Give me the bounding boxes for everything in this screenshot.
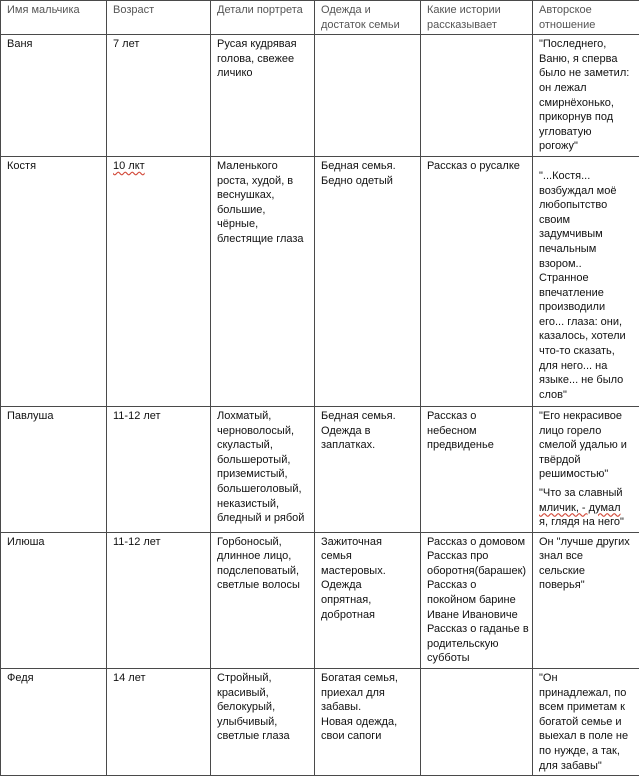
attitude-line: рогожу": [539, 139, 634, 154]
name-text: Ваня: [7, 37, 101, 52]
cell-clothing: [315, 35, 421, 157]
story-line: Рассказ о домовом: [427, 535, 527, 550]
header-text: Имя мальчика: [7, 3, 101, 18]
clothing-line: Богатая семья,: [321, 671, 415, 686]
header-attitude: [533, 1, 639, 35]
table-row: [1, 669, 639, 776]
cell-stories: [421, 669, 533, 776]
cell-stories: [421, 532, 533, 668]
attitude-line: Он "лучше других: [539, 535, 634, 550]
cell-clothing: [315, 669, 421, 776]
table-row: [1, 35, 639, 157]
portrait-line: черноволосый,: [217, 424, 309, 439]
portrait-line: Маленького: [217, 159, 309, 174]
attitude-line: "...Костя...: [539, 169, 634, 184]
attitude-line: угловатую: [539, 125, 634, 140]
story-line: оборотня(барашек): [427, 564, 527, 579]
name-text: Илюша: [7, 535, 101, 550]
header-text: Детали портрета: [217, 3, 309, 18]
attitude-line: он лежал: [539, 81, 634, 96]
cell-attitude: [533, 406, 639, 532]
cell-clothing: [315, 532, 421, 668]
age-text: 11-12 лет: [113, 535, 205, 550]
cell-stories: [421, 406, 533, 532]
portrait-line: длинное лицо,: [217, 549, 309, 564]
attitude-line: мличик, - думал: [539, 501, 634, 516]
cell-clothing: [315, 406, 421, 532]
header-row: [1, 1, 639, 35]
cell-portrait: [211, 532, 315, 668]
name-text: Павлуша: [7, 409, 101, 424]
portrait-line: красивый,: [217, 686, 309, 701]
story-line: родительскую: [427, 637, 527, 652]
header-text: Возраст: [113, 3, 205, 18]
portrait-line: улыбчивый,: [217, 715, 309, 730]
portrait-line: светлые волосы: [217, 578, 309, 593]
attitude-line: языке... не было: [539, 373, 634, 388]
attitude-line: что-то сказать,: [539, 344, 634, 359]
attitude-line: "Он: [539, 671, 634, 686]
name-text: Костя: [7, 159, 101, 174]
attitude-line: богатой семье и: [539, 715, 634, 730]
table-row: [1, 532, 639, 668]
clothing-line: Зажиточная: [321, 535, 415, 550]
attitude-line: выехал в поле не: [539, 729, 634, 744]
story-line: Рассказ о гаданье в: [427, 622, 527, 637]
age-text: 11-12 лет: [113, 409, 205, 424]
attitude-line: для него... на: [539, 359, 634, 374]
attitude-line: печальным: [539, 242, 634, 257]
cell-attitude: [533, 669, 639, 776]
header-text: Авторское: [539, 3, 634, 18]
attitude-line: его... глаза: они,: [539, 315, 634, 330]
story-line: Рассказ о русалке: [427, 159, 527, 174]
cell-name: [1, 669, 107, 776]
header-portrait: [211, 1, 315, 35]
age-text: 14 лет: [113, 671, 205, 686]
portrait-line: подслеповатый,: [217, 564, 309, 579]
table-row: [1, 406, 639, 532]
clothing-line: Новая одежда,: [321, 715, 415, 730]
header-text: рассказывает: [427, 18, 527, 33]
attitude-line: смирнёхонько,: [539, 96, 634, 111]
portrait-line: роста, худой, в: [217, 174, 309, 189]
attitude-line: производили: [539, 300, 634, 315]
clothing-line: Бедно одетый: [321, 174, 415, 189]
portrait-line: бледный и рябой: [217, 511, 309, 526]
cell-age: [107, 406, 211, 532]
attitude-line: принадлежал, по: [539, 686, 634, 701]
portrait-line: неказистый,: [217, 497, 309, 512]
attitude-line: "Последнего,: [539, 37, 634, 52]
clothing-line: Одежда: [321, 578, 415, 593]
attitude-line: было не заметил:: [539, 66, 634, 81]
attitude-line: возбуждал моё: [539, 184, 634, 199]
clothing-line: Бедная семья.: [321, 159, 415, 174]
header-stories: [421, 1, 533, 35]
attitude-line: сельские: [539, 564, 634, 579]
cell-portrait: [211, 35, 315, 157]
cell-portrait: [211, 406, 315, 532]
cell-attitude: [533, 532, 639, 668]
cell-age: [107, 532, 211, 668]
attitude-line: "Его некрасивое: [539, 409, 634, 424]
clothing-line: заплатках.: [321, 438, 415, 453]
age-text: 7 лет: [113, 37, 205, 52]
header-text: отношение: [539, 18, 634, 33]
portrait-line: Горбоносый,: [217, 535, 309, 550]
clothing-line: Бедная семья.: [321, 409, 415, 424]
portrait-line: большие,: [217, 203, 309, 218]
cell-name: [1, 156, 107, 406]
attitude-line: слов": [539, 388, 634, 403]
attitude-line: задумчивым: [539, 227, 634, 242]
attitude-line: твёрдой: [539, 453, 634, 468]
table-row: [1, 156, 639, 406]
cell-clothing: [315, 156, 421, 406]
header-text: достаток семьи: [321, 18, 415, 33]
attitude-line: всем приметам к: [539, 700, 634, 715]
story-line: предвиденье: [427, 438, 527, 453]
portrait-line: голова, свежее: [217, 52, 309, 67]
cell-attitude: [533, 156, 639, 406]
attitude-line: прикорнув под: [539, 110, 634, 125]
portrait-line: Лохматый,: [217, 409, 309, 424]
story-line: Рассказ про: [427, 549, 527, 564]
attitude-line: лицо горело: [539, 424, 634, 439]
clothing-line: свои сапоги: [321, 729, 415, 744]
cell-attitude: [533, 35, 639, 157]
cell-portrait: [211, 156, 315, 406]
clothing-line: семья: [321, 549, 415, 564]
cell-age: [107, 35, 211, 157]
cell-name: [1, 406, 107, 532]
portrait-line: Стройный,: [217, 671, 309, 686]
clothing-line: добротная: [321, 608, 415, 623]
portrait-line: личико: [217, 66, 309, 81]
attitude-line: взором..: [539, 257, 634, 272]
portrait-line: приземистый,: [217, 467, 309, 482]
story-line: покойном барине: [427, 593, 527, 608]
attitude-line: Странное: [539, 271, 634, 286]
attitude-line: казалось, хотели: [539, 329, 634, 344]
header-text: Одежда и: [321, 3, 415, 18]
attitude-line: впечатление: [539, 286, 634, 301]
clothing-line: приехал для: [321, 686, 415, 701]
portrait-line: Русая кудрявая: [217, 37, 309, 52]
story-line: Рассказ о: [427, 578, 527, 593]
cell-portrait: [211, 669, 315, 776]
cell-age: [107, 156, 211, 406]
cell-stories: [421, 156, 533, 406]
attitude-line: по нужде, а так,: [539, 744, 634, 759]
age-text: 10 лкт: [113, 159, 205, 174]
clothing-line: опрятная,: [321, 593, 415, 608]
attitude-line: для забавы": [539, 759, 634, 774]
cell-name: [1, 35, 107, 157]
story-line: субботы: [427, 651, 527, 666]
attitude-line: смелой удалью и: [539, 438, 634, 453]
portrait-line: белокурый,: [217, 700, 309, 715]
header-age: [107, 1, 211, 35]
portrait-line: скуластый,: [217, 438, 309, 453]
story-line: Рассказ о: [427, 409, 527, 424]
clothing-line: Одежда в: [321, 424, 415, 439]
attitude-line: Ваню, я сперва: [539, 52, 634, 67]
story-line: небесном: [427, 424, 527, 439]
attitude-line: любопытство: [539, 198, 634, 213]
portrait-line: светлые глаза: [217, 729, 309, 744]
portrait-line: блестящие глаза: [217, 232, 309, 247]
attitude-line: "Что за славный: [539, 486, 634, 501]
clothing-line: забавы.: [321, 700, 415, 715]
portrait-line: большеголовый,: [217, 482, 309, 497]
portrait-line: большеротый,: [217, 453, 309, 468]
attitude-line: поверья": [539, 578, 634, 593]
name-text: Федя: [7, 671, 101, 686]
cell-name: [1, 532, 107, 668]
clothing-line: мастеровых.: [321, 564, 415, 579]
attitude-line: знал все: [539, 549, 634, 564]
cell-age: [107, 669, 211, 776]
header-name: [1, 1, 107, 35]
attitude-line: решимостью": [539, 467, 634, 482]
portrait-line: веснушках,: [217, 188, 309, 203]
header-text: Какие истории: [427, 3, 527, 18]
attitude-line: своим: [539, 213, 634, 228]
attitude-line: я, глядя на него": [539, 515, 634, 530]
cell-stories: [421, 35, 533, 157]
story-line: Иване Ивановиче: [427, 608, 527, 623]
header-clothing: [315, 1, 421, 35]
portrait-line: чёрные,: [217, 217, 309, 232]
